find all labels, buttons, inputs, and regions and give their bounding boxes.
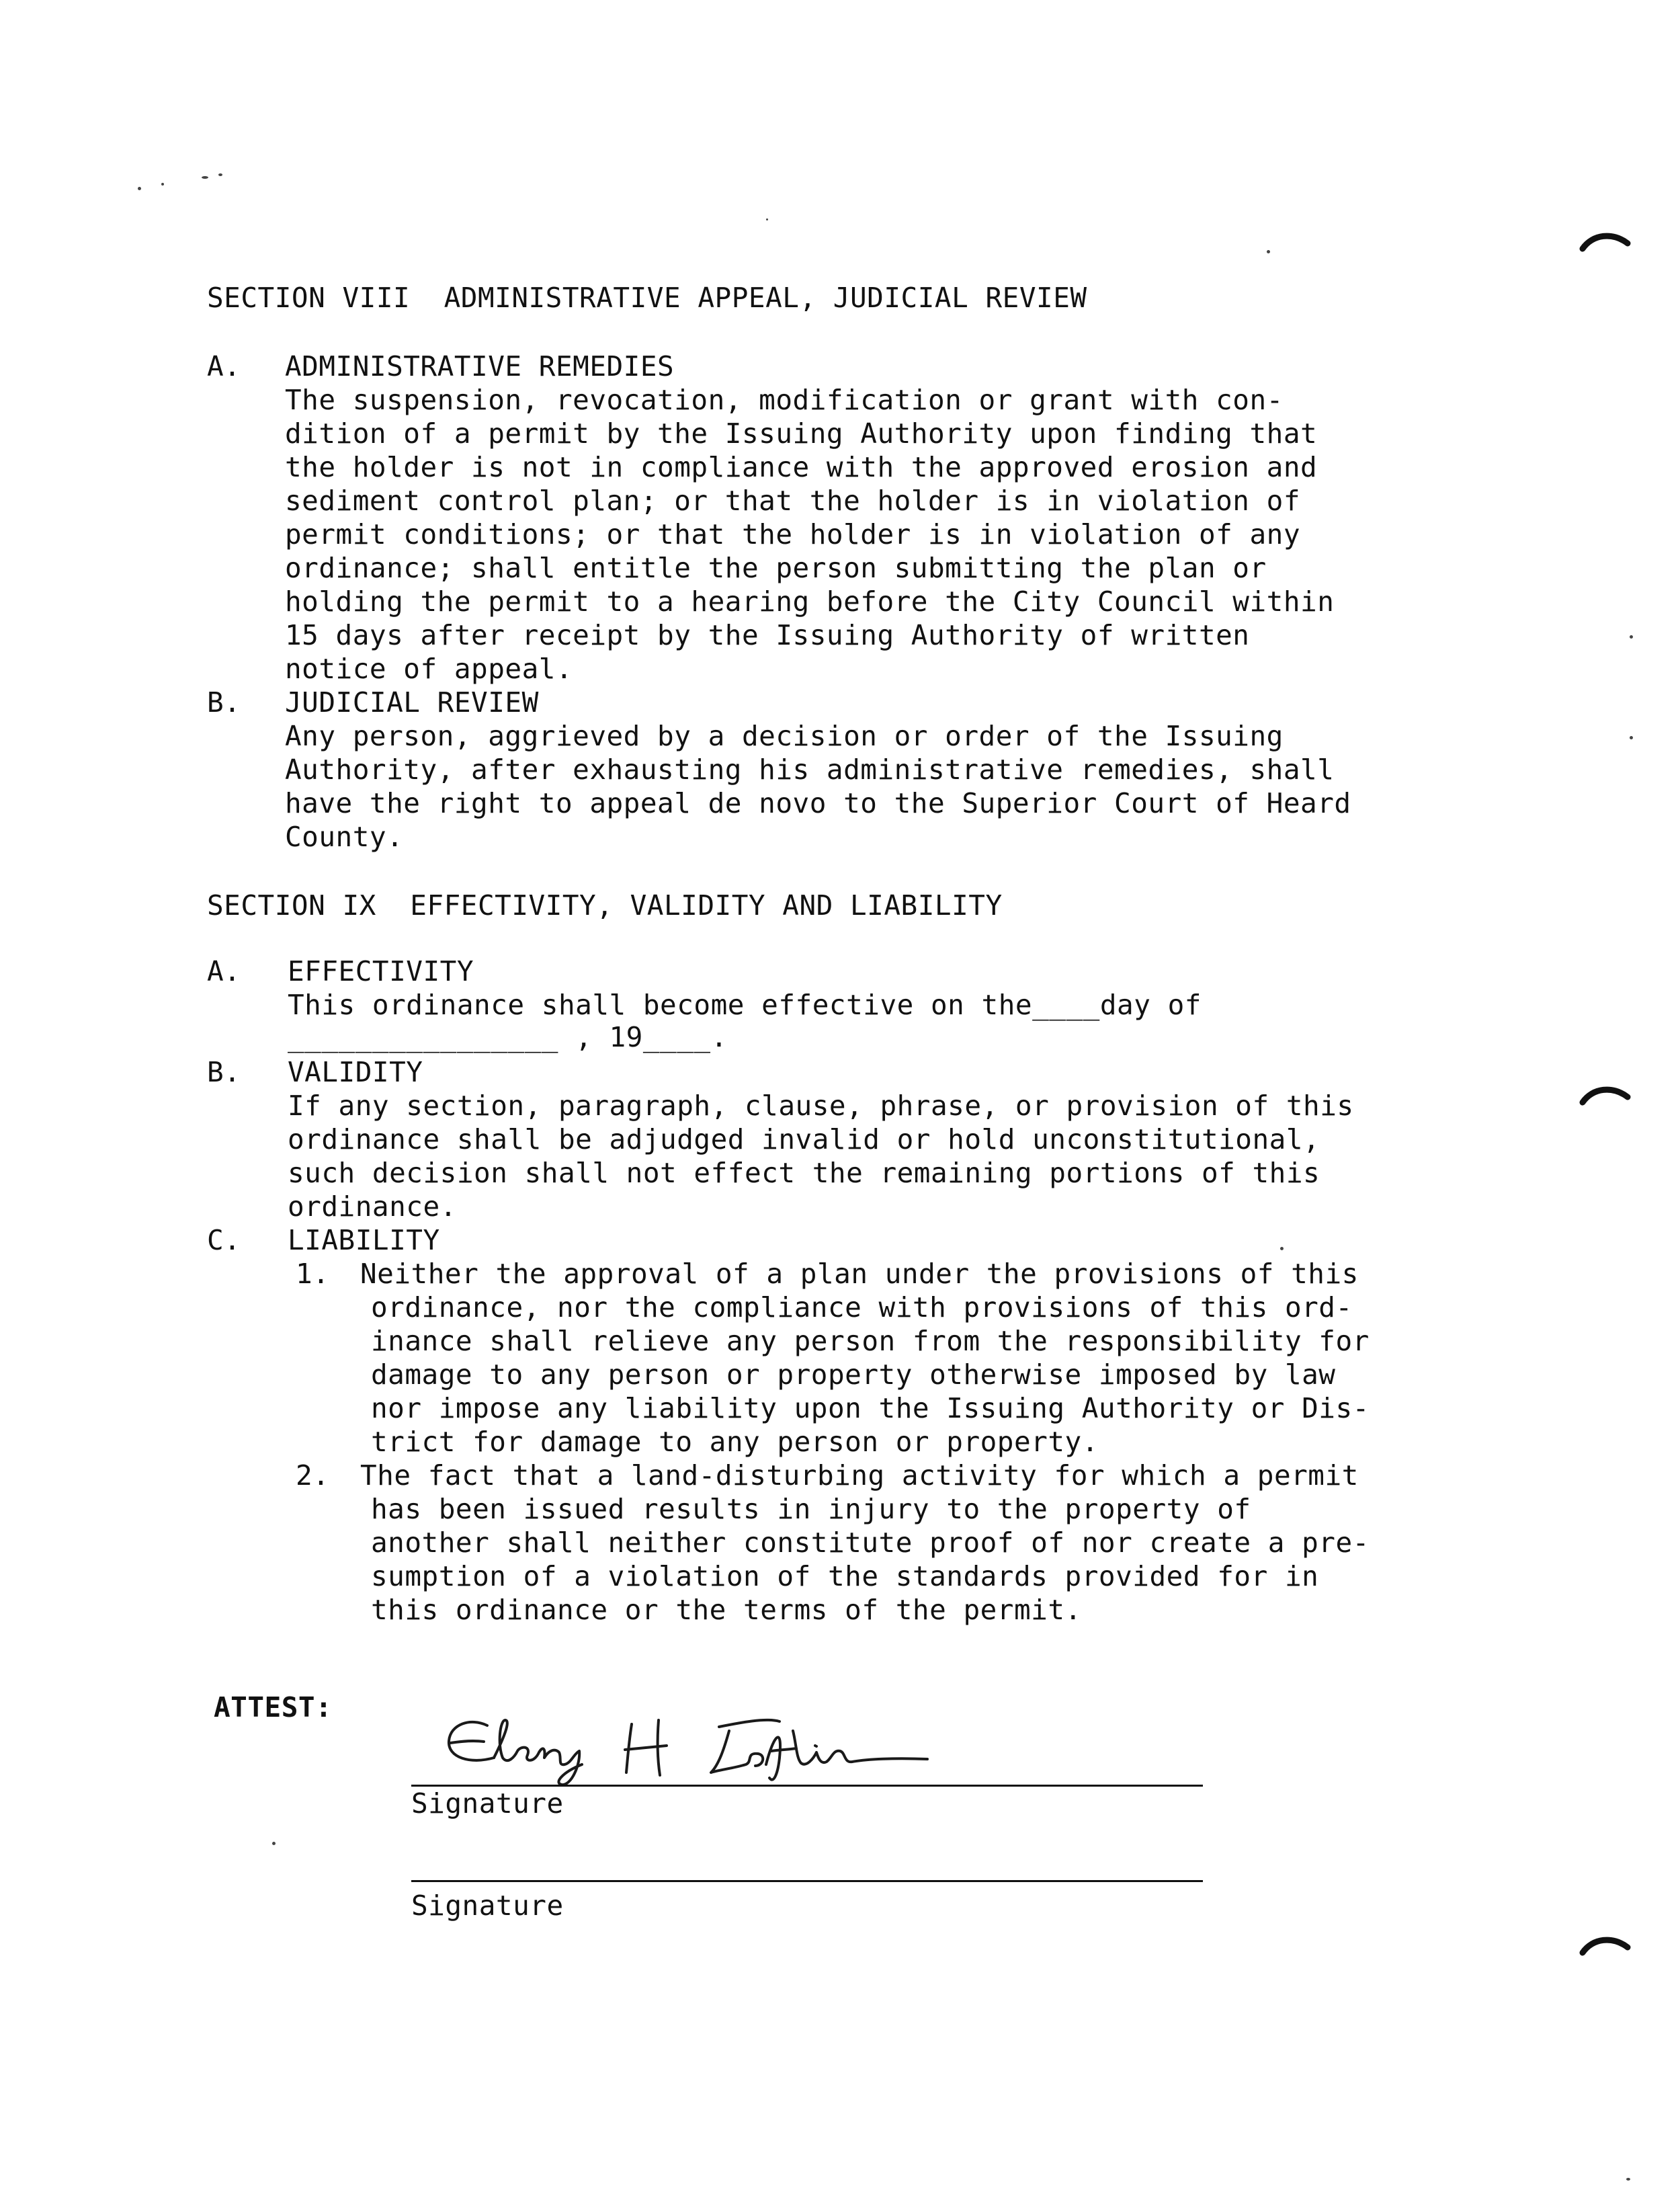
liability-item-line: trict for damage to any person or property. <box>371 1426 1099 1458</box>
attest-label: ATTEST: <box>214 1691 333 1723</box>
section-ix-b-title: VALIDITY <box>288 1056 423 1088</box>
scan-speck <box>202 176 208 179</box>
section-viii-a-line: sediment control plan; or that the holder is in violation of <box>285 485 1301 517</box>
liability-item-line: The fact that a land-disturbing activity for which a permit <box>360 1459 1359 1492</box>
section-viii-a-line: notice of appeal. <box>285 653 573 685</box>
effective-date-blank-line: ________________ , 19____. <box>288 1021 728 1053</box>
scan-speck <box>272 1842 276 1845</box>
signature-line-2 <box>411 1880 1203 1882</box>
liability-item-number: 1. <box>296 1258 330 1290</box>
section-viii-a-title: ADMINISTRATIVE REMEDIES <box>285 350 675 382</box>
scan-speck <box>218 173 222 176</box>
section-viii-a-line: The suspension, revocation, modification or grant with con- <box>285 384 1284 416</box>
section-ix-heading: SECTION IX EFFECTIVITY, VALIDITY AND LIABILITY <box>207 889 1003 922</box>
effective-date-line: This ordinance shall become effective on the____day of <box>288 989 1202 1021</box>
liability-item-line: this ordinance or the terms of the permit. <box>371 1594 1082 1626</box>
scan-speck <box>1280 1247 1284 1250</box>
binder-hole-mark <box>1579 222 1633 255</box>
scan-speck <box>138 187 141 190</box>
scan-speck <box>1626 2178 1630 2181</box>
liability-item-line: another shall neither constitute proof of nor create a pre- <box>371 1527 1370 1559</box>
section-viii-a-line: holding the permit to a hearing before the City Council within <box>285 585 1335 618</box>
section-viii-a-line: the holder is not in compliance with the approved erosion and <box>285 451 1318 483</box>
binder-hole-mark <box>1579 1926 1633 1959</box>
section-ix-b-line: ordinance shall be adjudged invalid or hold unconstitutional, <box>288 1123 1320 1155</box>
liability-item-line: Neither the approval of a plan under the provisions of this <box>360 1258 1359 1290</box>
section-viii-b-line: have the right to appeal de novo to the Superior Court of Heard <box>285 787 1351 819</box>
binder-hole-mark <box>1579 1075 1633 1109</box>
section-viii-a-letter: A. <box>207 350 241 382</box>
section-ix-b-line: ordinance. <box>288 1190 457 1223</box>
section-ix-c-title: LIABILITY <box>288 1224 440 1256</box>
scan-speck <box>161 183 164 186</box>
section-ix-c-letter: C. <box>207 1224 241 1256</box>
section-viii-a-line: 15 days after receipt by the Issuing Authority of written <box>285 619 1250 651</box>
signature-label-2: Signature <box>411 1889 564 1922</box>
section-ix-a-letter: A. <box>207 955 241 987</box>
liability-item-line: sumption of a violation of the standards provided for in <box>371 1560 1319 1592</box>
section-viii-a-line: dition of a permit by the Issuing Authority upon finding that <box>285 417 1318 450</box>
section-ix-b-letter: B. <box>207 1056 241 1088</box>
scan-speck <box>766 218 768 220</box>
liability-item-line: nor impose any liability upon the Issuing Authority or Dis- <box>371 1392 1370 1424</box>
liability-item-line: damage to any person or property otherwise imposed by law <box>371 1358 1336 1391</box>
section-viii-b-title: JUDICIAL REVIEW <box>285 686 539 719</box>
section-viii-a-line: permit conditions; or that the holder is in violation of any <box>285 518 1301 551</box>
section-ix-a-title: EFFECTIVITY <box>288 955 474 987</box>
signature-label-1: Signature <box>411 1787 564 1820</box>
scan-speck <box>1267 250 1270 253</box>
liability-item-number: 2. <box>296 1459 330 1492</box>
section-ix-b-line: such decision shall not effect the remaining portions of this <box>288 1157 1320 1189</box>
section-ix-b-line: If any section, paragraph, clause, phrase, or provision of this <box>288 1090 1354 1122</box>
scan-speck <box>1630 736 1633 739</box>
liability-item-line: inance shall relieve any person from the responsibility for <box>371 1325 1370 1357</box>
liability-item-line: has been issued results in injury to the property of <box>371 1493 1251 1525</box>
handwritten-signature <box>430 1711 954 1791</box>
liability-item-line: ordinance, nor the compliance with provisions of this ord- <box>371 1291 1353 1324</box>
section-viii-b-letter: B. <box>207 686 241 719</box>
section-viii-b-line: County. <box>285 821 404 853</box>
section-viii-b-line: Authority, after exhausting his administrative remedies, shall <box>285 754 1335 786</box>
scan-speck <box>1630 635 1633 639</box>
section-viii-heading: SECTION VIII ADMINISTRATIVE APPEAL, JUDICIAL REVIEW <box>207 282 1087 314</box>
section-viii-b-line: Any person, aggrieved by a decision or order of the Issuing <box>285 720 1284 752</box>
section-viii-a-line: ordinance; shall entitle the person submitting the plan or <box>285 552 1267 584</box>
